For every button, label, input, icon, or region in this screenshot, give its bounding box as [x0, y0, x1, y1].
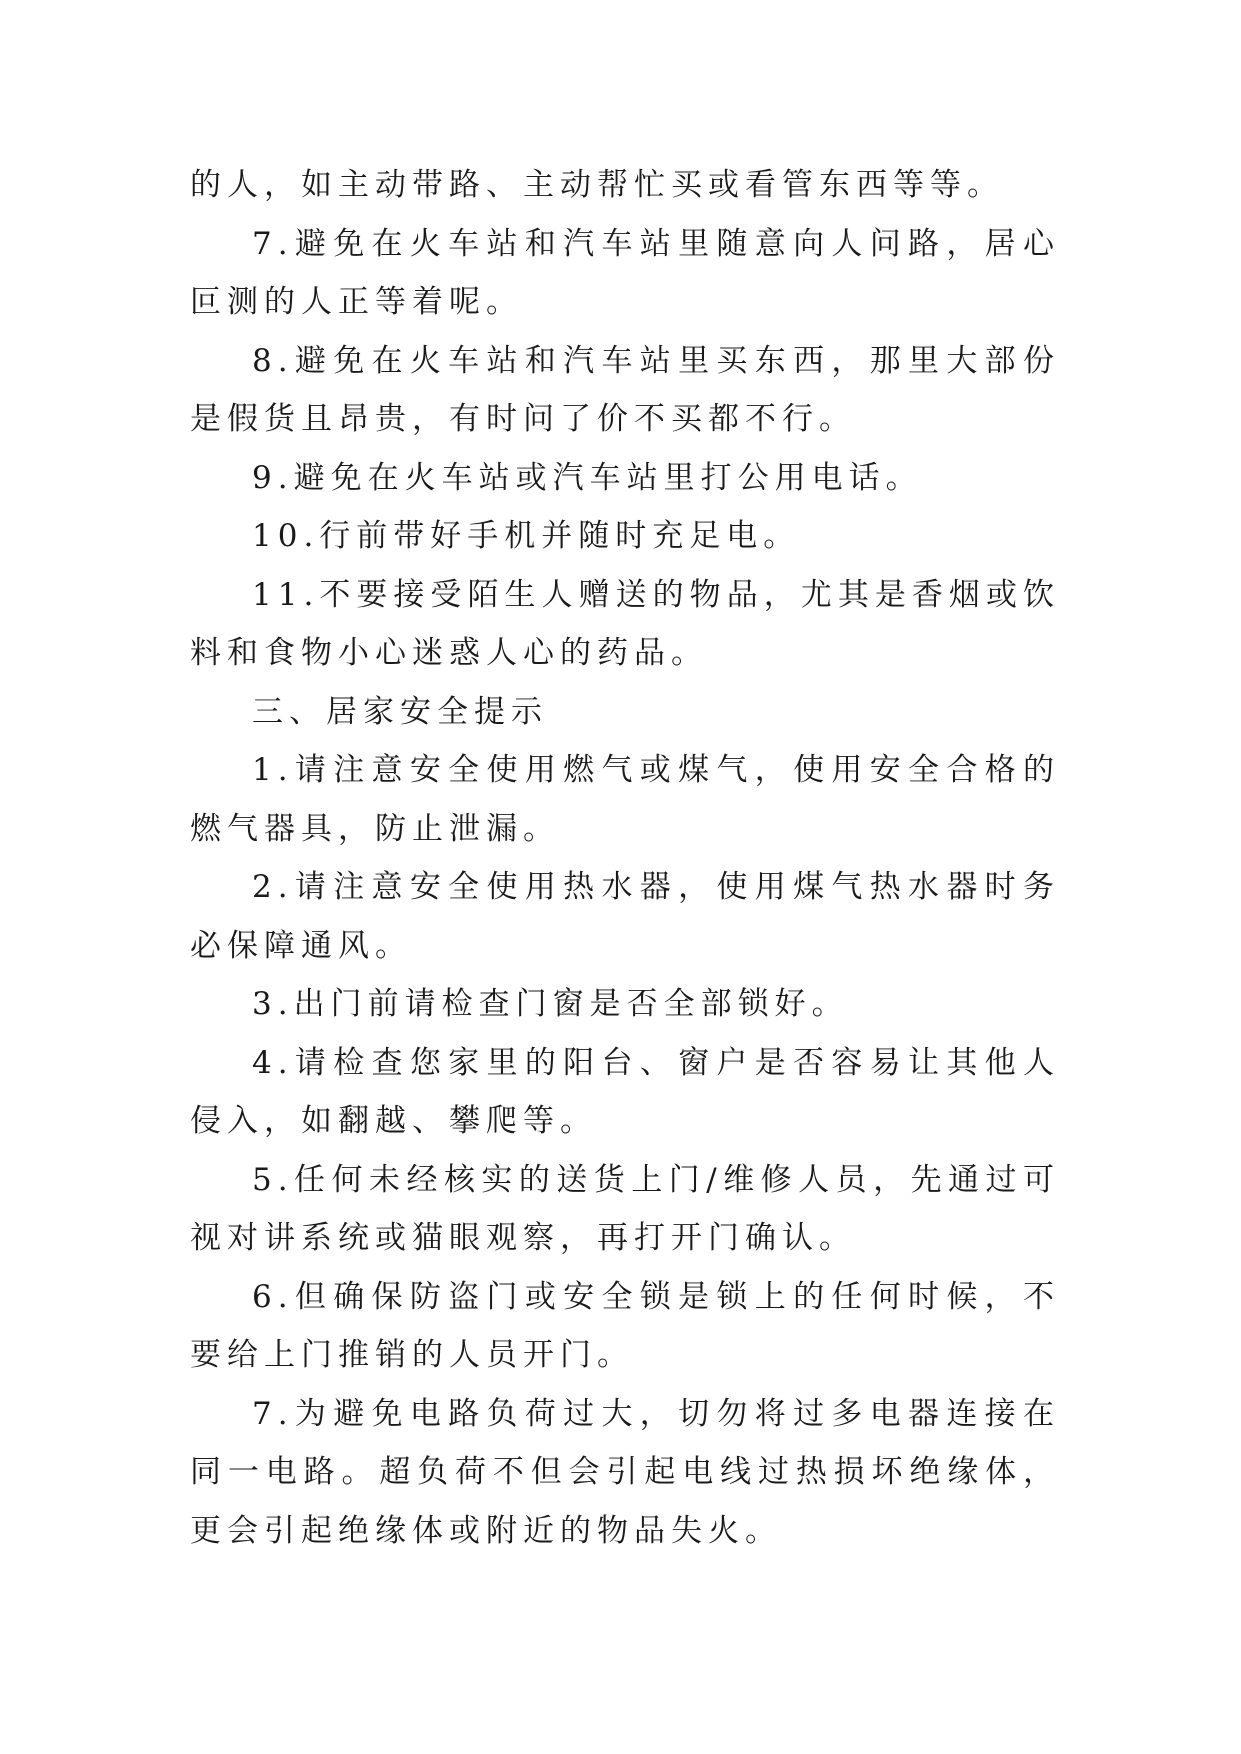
- paragraph-home-item-2-water-heater: 2.请注意安全使用热水器，使用煤气热水器时务必保障通风。: [190, 869, 1060, 964]
- paragraph-home-item-5-visitors: 5.任何未经核实的送货上门/维修人员，先通过可视对讲系统或猫眼观察，再打开门确认。: [190, 1161, 1060, 1256]
- paragraph-continuation: 的人，如主动带路、主动帮忙买或看管东西等等。: [190, 167, 1004, 203]
- paragraph-item-9-public-phone: 9.避免在火车站或汽车站里打公用电话。: [252, 459, 923, 496]
- paragraph-home-item-4-balcony-windows: 4.请检查您家里的阳台、窗户是否容易让其他人侵入，如翻越、攀爬等。: [190, 1044, 1060, 1139]
- paragraph-item-11-stranger-gifts: 11.不要接受陌生人赠送的物品，尤其是香烟或饮料和食物小心迷惑人心的药品。: [190, 576, 1060, 671]
- paragraph-item-7-train-directions: 7.避免在火车站和汽车站里随意向人问路，居心叵测的人正等着呢。: [190, 225, 1060, 320]
- paragraph-home-item-6-salespeople: 6.但确保防盗门或安全锁是锁上的任何时候，不要给上门推销的人员开门。: [190, 1278, 1060, 1373]
- section-heading-home-safety: 三、居家安全提示: [252, 693, 548, 730]
- paragraph-item-8-station-shopping: 8.避免在火车站和汽车站里买东西，那里大部份是假货且昂贵，有时问了价不买都不行。: [190, 342, 1060, 437]
- paragraph-home-item-1-gas: 1.请注意安全使用燃气或煤气，使用安全合格的燃气器具，防止泄漏。: [190, 752, 1060, 847]
- document-body: [190, 156, 1060, 1560]
- paragraph-home-item-3-lock-doors: 3.出门前请检查门窗是否全部锁好。: [252, 986, 849, 1022]
- paragraph-item-10-phone-charge: 10.行前带好手机并随时充足电。: [252, 518, 801, 554]
- paragraph-home-item-7-circuit-overload: 7.为避免电路负荷过大，切勿将过多电器连接在同一电路。超负荷不但会引起电线过热损坏绝缘体，更会引起绝缘体或附近的物品失火。: [190, 1395, 1060, 1549]
